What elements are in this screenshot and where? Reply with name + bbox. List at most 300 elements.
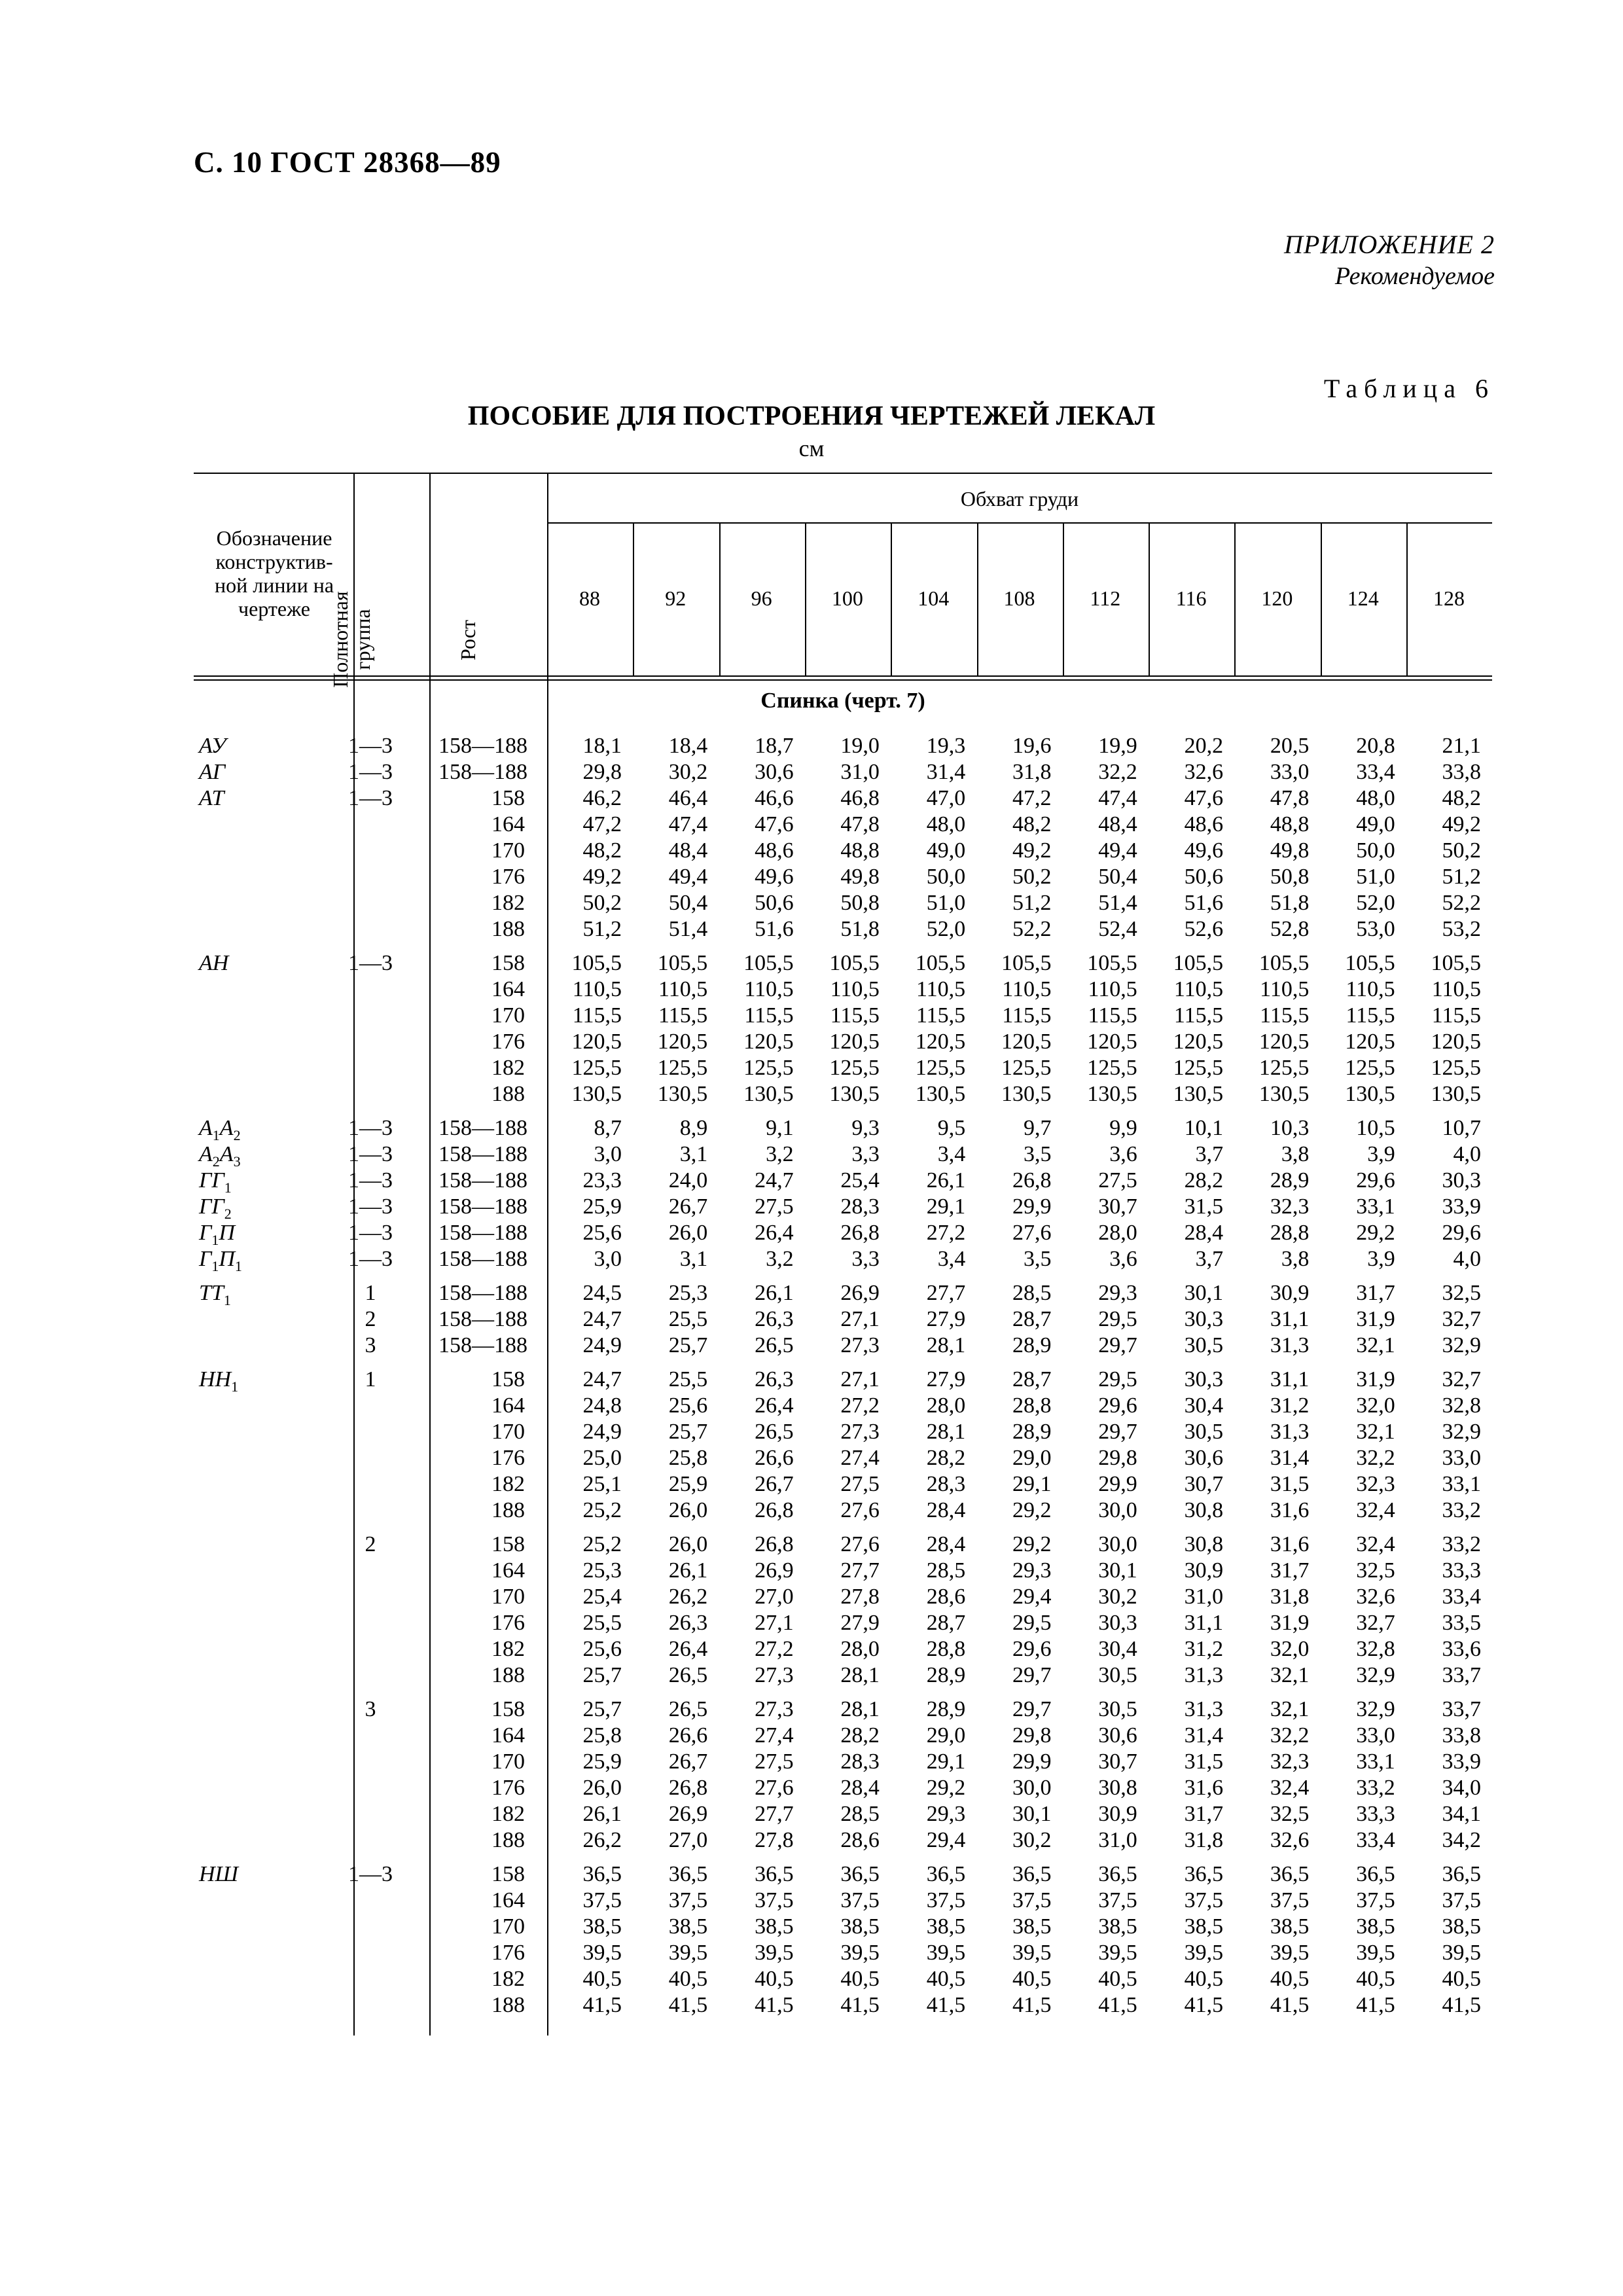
appendix-title: ПРИЛОЖЕНИЕ 2 <box>1284 230 1495 259</box>
row-value-cell: 47,4 <box>1098 786 1137 810</box>
row-value-cell: 33,2 <box>1356 1776 1395 1800</box>
row-value-cell: 31,4 <box>1184 1723 1224 1748</box>
row-value-cell: 33,9 <box>1442 1194 1481 1219</box>
row-value-cell: 26,1 <box>755 1281 794 1305</box>
row-value-cell: 48,2 <box>1012 812 1052 836</box>
row-value-cell: 29,2 <box>1012 1532 1052 1556</box>
row-value-cell: 27,2 <box>755 1637 794 1661</box>
row-value-cell: 23,3 <box>582 1168 622 1193</box>
row-value-cell: 115,5 <box>1431 1003 1481 1028</box>
row-value-cell: 32,7 <box>1442 1307 1481 1331</box>
table-row <box>194 1966 1492 1992</box>
row-value-cell: 39,5 <box>1270 1941 1310 1965</box>
table-row <box>194 1610 1492 1636</box>
table-row <box>194 1029 1492 1055</box>
row-value-cell: 49,2 <box>1442 812 1481 836</box>
row-value-cell: 30,0 <box>1012 1776 1052 1800</box>
row-value-cell: 34,0 <box>1442 1776 1481 1800</box>
row-value-cell: 30,3 <box>1098 1611 1137 1635</box>
row-value-cell: 26,6 <box>755 1446 794 1470</box>
row-value-cell: 31,9 <box>1270 1611 1310 1635</box>
row-value-cell: 33,0 <box>1270 760 1310 784</box>
table-row <box>194 864 1492 890</box>
row-value-cell: 30,1 <box>1184 1281 1224 1305</box>
row-value-cell: 40,5 <box>755 1967 794 1991</box>
row-value-cell: 31,9 <box>1356 1307 1395 1331</box>
row-value-cell: 28,0 <box>840 1637 880 1661</box>
row-rost: 158—188 <box>438 1168 527 1193</box>
table-row <box>194 1115 1492 1141</box>
row-value-cell: 25,3 <box>668 1281 708 1305</box>
row-value-cell: 33,7 <box>1442 1663 1481 1687</box>
row-value-cell: 39,5 <box>840 1941 880 1965</box>
row-value-cell: 120,5 <box>571 1030 622 1054</box>
row-rost: 158—188 <box>438 760 527 784</box>
row-value-cell: 30,9 <box>1184 1558 1224 1583</box>
row-value-cell: 28,0 <box>1098 1221 1137 1245</box>
table-row <box>194 1471 1492 1498</box>
row-rost: 182 <box>491 891 525 915</box>
row-value-cell: 3,1 <box>679 1142 708 1166</box>
table-row <box>194 1801 1492 1827</box>
table-row <box>194 890 1492 916</box>
row-value-cell: 30,2 <box>1098 1585 1137 1609</box>
row-value-cell: 25,7 <box>668 1333 708 1357</box>
table-row <box>194 838 1492 864</box>
row-value-cell: 27,6 <box>1012 1221 1052 1245</box>
row-value-cell: 25,9 <box>582 1194 622 1219</box>
row-value-cell: 25,6 <box>582 1637 622 1661</box>
row-value-cell: 29,9 <box>1012 1194 1052 1219</box>
row-value-cell: 38,5 <box>1442 1914 1481 1939</box>
row-value-cell: 29,7 <box>1098 1333 1137 1357</box>
row-value-cell: 33,0 <box>1356 1723 1395 1748</box>
row-value-cell: 37,5 <box>668 1888 708 1912</box>
row-value-cell: 33,4 <box>1356 760 1395 784</box>
row-value-cell: 26,3 <box>668 1611 708 1635</box>
row-value-cell: 32,1 <box>1270 1697 1310 1721</box>
row-value-cell: 33,4 <box>1442 1585 1481 1609</box>
col-rule-chest-3 <box>805 522 806 675</box>
row-value-cell: 32,5 <box>1442 1281 1481 1305</box>
row-value-cell: 110,5 <box>1002 977 1052 1001</box>
row-value-cell: 10,7 <box>1442 1116 1481 1140</box>
row-value-cell: 105,5 <box>915 951 966 975</box>
row-value-cell: 41,5 <box>1270 1993 1310 2017</box>
row-value-cell: 51,2 <box>1012 891 1052 915</box>
row-value-cell: 29,3 <box>926 1802 966 1826</box>
row-value-cell: 29,6 <box>1098 1393 1137 1418</box>
table-row <box>194 977 1492 1003</box>
row-value-cell: 30,5 <box>1184 1420 1224 1444</box>
row-value-cell: 3,6 <box>1109 1142 1137 1166</box>
row-value-cell: 20,5 <box>1270 734 1310 758</box>
row-value-cell: 27,2 <box>840 1393 880 1418</box>
row-value-cell: 31,2 <box>1270 1393 1310 1418</box>
row-value-cell: 31,6 <box>1270 1498 1310 1522</box>
row-value-cell: 30,8 <box>1098 1776 1137 1800</box>
table-row <box>194 1246 1492 1272</box>
table-row <box>194 1861 1492 1888</box>
row-value-cell: 36,5 <box>1184 1862 1224 1886</box>
row-value-cell: 26,4 <box>755 1221 794 1245</box>
row-rost: 158 <box>491 1697 525 1721</box>
chest-size-header: 116 <box>1175 586 1207 610</box>
table-row <box>194 1141 1492 1168</box>
row-value-cell: 52,2 <box>1012 917 1052 941</box>
row-value-cell: 30,9 <box>1098 1802 1137 1826</box>
row-value-cell: 27,9 <box>926 1367 966 1391</box>
row-value-cell: 47,2 <box>1012 786 1052 810</box>
row-designation: НШ <box>199 1862 239 1886</box>
table-row <box>194 1393 1492 1419</box>
table-row <box>194 1055 1492 1081</box>
row-value-cell: 33,1 <box>1442 1472 1481 1496</box>
row-value-cell: 110,5 <box>1260 977 1310 1001</box>
row-value-cell: 26,2 <box>582 1828 622 1852</box>
row-value-cell: 49,0 <box>926 838 966 863</box>
row-rost: 182 <box>491 1472 525 1496</box>
row-value-cell: 110,5 <box>658 977 708 1001</box>
data-table <box>194 473 1492 2036</box>
row-value-cell: 49,8 <box>840 865 880 889</box>
row-value-cell: 49,4 <box>668 865 708 889</box>
row-value-cell: 115,5 <box>1088 1003 1137 1028</box>
row-value-cell: 25,7 <box>668 1420 708 1444</box>
table-row <box>194 1827 1492 1854</box>
row-value-cell: 19,9 <box>1098 734 1137 758</box>
row-value-cell: 130,5 <box>743 1082 794 1106</box>
row-value-cell: 24,5 <box>582 1281 622 1305</box>
row-group: 1—3 <box>348 1862 393 1886</box>
row-value-cell: 3,6 <box>1109 1247 1137 1271</box>
row-value-cell: 29,8 <box>582 760 622 784</box>
chest-size-header: 88 <box>579 586 600 610</box>
row-rost: 188 <box>491 917 525 941</box>
row-value-cell: 29,9 <box>1012 1749 1052 1774</box>
row-value-cell: 40,5 <box>840 1967 880 1991</box>
row-value-cell: 9,3 <box>851 1116 880 1140</box>
row-value-cell: 36,5 <box>1442 1862 1481 1886</box>
row-value-cell: 36,5 <box>755 1862 794 1886</box>
row-value-cell: 9,1 <box>766 1116 794 1140</box>
row-value-cell: 25,9 <box>668 1472 708 1496</box>
row-value-cell: 38,5 <box>840 1914 880 1939</box>
row-value-cell: 30,4 <box>1184 1393 1224 1418</box>
row-value-cell: 3,7 <box>1195 1142 1224 1166</box>
row-value-cell: 31,3 <box>1270 1420 1310 1444</box>
row-value-cell: 50,4 <box>668 891 708 915</box>
row-value-cell: 31,7 <box>1356 1281 1395 1305</box>
row-value-cell: 41,5 <box>1356 1993 1395 2017</box>
row-value-cell: 47,6 <box>755 812 794 836</box>
col-rule-chest-5 <box>977 522 978 675</box>
row-rost: 158 <box>491 1862 525 1886</box>
row-designation: $А_2А_3$ <box>199 1142 241 1170</box>
table-row <box>194 1636 1492 1662</box>
row-value-cell: 29,9 <box>1098 1472 1137 1496</box>
table-row <box>194 733 1492 759</box>
row-value-cell: 28,5 <box>840 1802 880 1826</box>
row-value-cell: 52,2 <box>1442 891 1481 915</box>
row-value-cell: 105,5 <box>657 951 708 975</box>
row-value-cell: 105,5 <box>1173 951 1224 975</box>
row-value-cell: 28,7 <box>1012 1307 1052 1331</box>
table-row <box>194 1992 1492 2018</box>
col-rule-chest-8 <box>1234 522 1236 675</box>
row-value-cell: 120,5 <box>1001 1030 1052 1054</box>
row-rost: 170 <box>491 838 525 863</box>
row-value-cell: 48,8 <box>1270 812 1310 836</box>
row-value-cell: 28,1 <box>926 1333 966 1357</box>
row-rost: 182 <box>491 1967 525 1991</box>
row-value-cell: 28,4 <box>926 1498 966 1522</box>
row-rost: 164 <box>491 1723 525 1748</box>
row-value-cell: 28,9 <box>1012 1333 1052 1357</box>
row-value-cell: 24,9 <box>582 1333 622 1357</box>
row-value-cell: 3,0 <box>594 1247 622 1271</box>
row-value-cell: 105,5 <box>1258 951 1310 975</box>
row-value-cell: 125,5 <box>1087 1056 1137 1080</box>
row-value-cell: 27,5 <box>755 1194 794 1219</box>
row-rost: 182 <box>491 1056 525 1080</box>
row-value-cell: 3,8 <box>1281 1247 1310 1271</box>
row-value-cell: 28,1 <box>840 1697 880 1721</box>
row-value-cell: 29,3 <box>1012 1558 1052 1583</box>
row-value-cell: 30,3 <box>1184 1307 1224 1331</box>
row-value-cell: 27,3 <box>755 1663 794 1687</box>
row-value-cell: 3,5 <box>1024 1247 1052 1271</box>
row-value-cell: 32,9 <box>1356 1697 1395 1721</box>
row-value-cell: 37,5 <box>1184 1888 1224 1912</box>
row-value-cell: 40,5 <box>668 1967 708 1991</box>
row-rost: 176 <box>491 865 525 889</box>
row-value-cell: 48,6 <box>1184 812 1224 836</box>
table-row <box>194 1696 1492 1723</box>
header-rost: Рост <box>456 620 480 660</box>
row-value-cell: 130,5 <box>829 1082 880 1106</box>
row-value-cell: 4,0 <box>1453 1142 1481 1166</box>
chest-header-rule <box>547 522 1492 524</box>
row-value-cell: 38,5 <box>668 1914 708 1939</box>
table-row <box>194 812 1492 838</box>
row-value-cell: 25,5 <box>668 1307 708 1331</box>
row-value-cell: 24,8 <box>582 1393 622 1418</box>
row-value-cell: 28,2 <box>840 1723 880 1748</box>
row-value-cell: 32,7 <box>1356 1611 1395 1635</box>
row-value-cell: 30,3 <box>1442 1168 1481 1193</box>
row-value-cell: 105,5 <box>1345 951 1395 975</box>
row-value-cell: 32,9 <box>1442 1333 1481 1357</box>
row-value-cell: 30,8 <box>1184 1498 1224 1522</box>
row-value-cell: 10,5 <box>1356 1116 1395 1140</box>
row-value-cell: 36,5 <box>668 1862 708 1886</box>
row-value-cell: 46,6 <box>755 786 794 810</box>
row-designation: $ТТ_1$ <box>199 1281 231 1308</box>
row-value-cell: 120,5 <box>743 1030 794 1054</box>
row-value-cell: 52,4 <box>1098 917 1137 941</box>
chest-size-header: 112 <box>1090 586 1121 610</box>
row-group: 1—3 <box>348 1194 393 1219</box>
row-value-cell: 33,3 <box>1356 1802 1395 1826</box>
row-value-cell: 28,9 <box>926 1697 966 1721</box>
row-designation: АУ <box>199 734 226 758</box>
row-value-cell: 32,1 <box>1356 1420 1395 1444</box>
table-row <box>194 1367 1492 1393</box>
row-value-cell: 120,5 <box>1258 1030 1310 1054</box>
row-value-cell: 48,6 <box>755 838 794 863</box>
row-value-cell: 110,5 <box>572 977 622 1001</box>
row-value-cell: 125,5 <box>1431 1056 1481 1080</box>
row-value-cell: 28,9 <box>926 1663 966 1687</box>
row-value-cell: 50,2 <box>1442 838 1481 863</box>
row-value-cell: 25,7 <box>582 1663 622 1687</box>
row-value-cell: 36,5 <box>840 1862 880 1886</box>
row-value-cell: 21,1 <box>1442 734 1481 758</box>
row-value-cell: 120,5 <box>1431 1030 1481 1054</box>
row-value-cell: 29,3 <box>1098 1281 1137 1305</box>
row-value-cell: 28,5 <box>926 1558 966 1583</box>
row-value-cell: 29,8 <box>1012 1723 1052 1748</box>
row-value-cell: 27,8 <box>755 1828 794 1852</box>
row-group: 1—3 <box>348 734 393 758</box>
row-value-cell: 25,5 <box>582 1611 622 1635</box>
row-rost: 158—188 <box>438 1221 527 1245</box>
row-value-cell: 30,5 <box>1184 1333 1224 1357</box>
row-value-cell: 28,4 <box>926 1532 966 1556</box>
row-value-cell: 24,7 <box>582 1307 622 1331</box>
row-value-cell: 50,8 <box>1270 865 1310 889</box>
row-value-cell: 26,0 <box>582 1776 622 1800</box>
row-rost: 170 <box>491 1749 525 1774</box>
row-value-cell: 31,5 <box>1184 1194 1224 1219</box>
row-value-cell: 125,5 <box>743 1056 794 1080</box>
row-value-cell: 30,6 <box>1184 1446 1224 1470</box>
row-value-cell: 48,8 <box>840 838 880 863</box>
row-value-cell: 25,8 <box>582 1723 622 1748</box>
row-value-cell: 27,6 <box>840 1498 880 1522</box>
row-value-cell: 36,5 <box>1270 1862 1310 1886</box>
row-value-cell: 27,7 <box>926 1281 966 1305</box>
appendix-label <box>1284 229 1495 292</box>
row-value-cell: 120,5 <box>1087 1030 1137 1054</box>
chest-size-header: 100 <box>831 586 863 610</box>
row-value-cell: 29,0 <box>926 1723 966 1748</box>
row-value-cell: 28,7 <box>1012 1367 1052 1391</box>
row-value-cell: 33,0 <box>1442 1446 1481 1470</box>
table-row <box>194 1584 1492 1610</box>
row-value-cell: 18,1 <box>582 734 622 758</box>
row-value-cell: 51,8 <box>840 917 880 941</box>
row-value-cell: 48,0 <box>1356 786 1395 810</box>
row-value-cell: 32,6 <box>1270 1828 1310 1852</box>
row-value-cell: 29,7 <box>1098 1420 1137 1444</box>
row-value-cell: 33,4 <box>1356 1828 1395 1852</box>
row-value-cell: 19,3 <box>926 734 966 758</box>
table-row <box>194 1220 1492 1246</box>
row-value-cell: 29,8 <box>1098 1446 1137 1470</box>
row-value-cell: 38,5 <box>755 1914 794 1939</box>
row-value-cell: 52,6 <box>1184 917 1224 941</box>
row-value-cell: 37,5 <box>1442 1888 1481 1912</box>
row-value-cell: 36,5 <box>1012 1862 1052 1886</box>
row-group: 1—3 <box>348 1142 393 1166</box>
row-rost: 158—188 <box>438 1333 527 1357</box>
row-value-cell: 49,6 <box>1184 838 1224 863</box>
table-row <box>194 950 1492 977</box>
page-header: С. 10 ГОСТ 28368—89 <box>194 146 501 179</box>
row-value-cell: 105,5 <box>571 951 622 975</box>
row-value-cell: 37,5 <box>840 1888 880 1912</box>
table-row <box>194 1723 1492 1749</box>
row-value-cell: 50,0 <box>1356 838 1395 863</box>
row-value-cell: 115,5 <box>1346 1003 1395 1028</box>
row-value-cell: 47,8 <box>1270 786 1310 810</box>
row-rost: 158 <box>491 1532 525 1556</box>
row-value-cell: 38,5 <box>1270 1914 1310 1939</box>
row-value-cell: 28,4 <box>1184 1221 1224 1245</box>
row-value-cell: 27,5 <box>840 1472 880 1496</box>
row-value-cell: 51,6 <box>755 917 794 941</box>
row-value-cell: 25,7 <box>582 1697 622 1721</box>
row-value-cell: 51,0 <box>926 891 966 915</box>
row-value-cell: 24,0 <box>668 1168 708 1193</box>
row-value-cell: 25,2 <box>582 1498 622 1522</box>
row-value-cell: 31,8 <box>1012 760 1052 784</box>
row-value-cell: 29,6 <box>1012 1637 1052 1661</box>
row-value-cell: 36,5 <box>1356 1862 1395 1886</box>
row-value-cell: 25,4 <box>582 1585 622 1609</box>
row-value-cell: 32,3 <box>1356 1472 1395 1496</box>
row-value-cell: 47,4 <box>668 812 708 836</box>
row-value-cell: 27,3 <box>840 1333 880 1357</box>
row-value-cell: 30,5 <box>1098 1697 1137 1721</box>
row-value-cell: 10,1 <box>1184 1116 1224 1140</box>
row-value-cell: 3,8 <box>1281 1142 1310 1166</box>
row-value-cell: 130,5 <box>915 1082 966 1106</box>
row-value-cell: 41,5 <box>1012 1993 1052 2017</box>
row-value-cell: 27,6 <box>755 1776 794 1800</box>
row-value-cell: 25,5 <box>668 1367 708 1391</box>
row-value-cell: 28,2 <box>1184 1168 1224 1193</box>
row-value-cell: 27,5 <box>755 1749 794 1774</box>
row-value-cell: 37,5 <box>1356 1888 1395 1912</box>
row-value-cell: 32,3 <box>1270 1194 1310 1219</box>
row-value-cell: 26,7 <box>668 1749 708 1774</box>
row-value-cell: 33,8 <box>1442 760 1481 784</box>
row-value-cell: 50,6 <box>755 891 794 915</box>
row-value-cell: 32,4 <box>1356 1498 1395 1522</box>
row-value-cell: 32,9 <box>1442 1420 1481 1444</box>
row-value-cell: 27,3 <box>755 1697 794 1721</box>
row-value-cell: 3,3 <box>851 1247 880 1271</box>
row-value-cell: 3,7 <box>1195 1247 1224 1271</box>
row-value-cell: 110,5 <box>1346 977 1395 1001</box>
row-value-cell: 28,2 <box>926 1446 966 1470</box>
row-rost: 158—188 <box>438 1142 527 1166</box>
row-value-cell: 32,3 <box>1270 1749 1310 1774</box>
row-rost: 158—188 <box>438 1307 527 1331</box>
row-value-cell: 27,4 <box>840 1446 880 1470</box>
row-value-cell: 115,5 <box>1260 1003 1310 1028</box>
row-value-cell: 31,1 <box>1270 1307 1310 1331</box>
row-value-cell: 24,9 <box>582 1420 622 1444</box>
row-value-cell: 3,2 <box>766 1142 794 1166</box>
row-value-cell: 39,5 <box>755 1941 794 1965</box>
row-value-cell: 47,8 <box>840 812 880 836</box>
row-value-cell: 30,2 <box>668 760 708 784</box>
row-rost: 158 <box>491 951 525 975</box>
